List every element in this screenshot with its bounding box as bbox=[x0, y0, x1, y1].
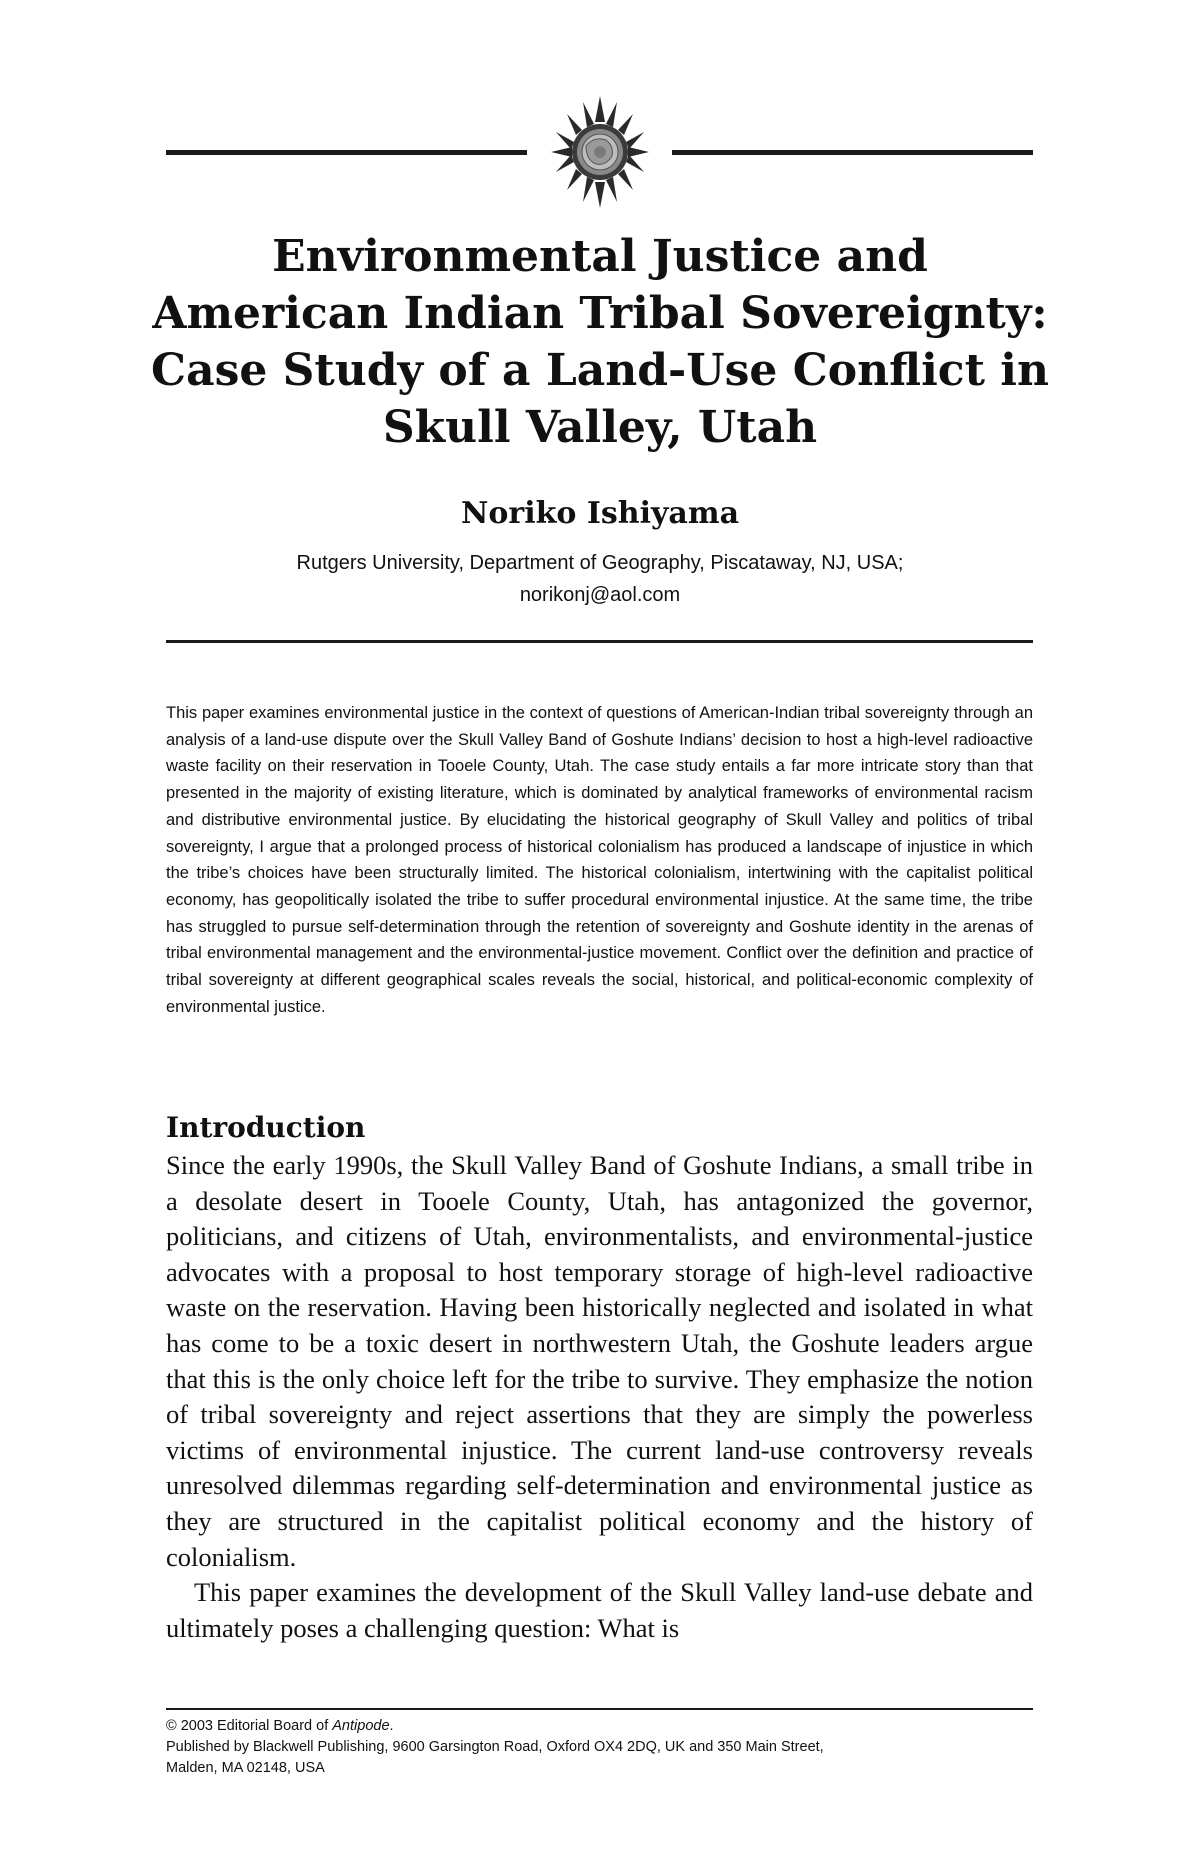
publisher-line-1: Published by Blackwell Publishing, 9600 Garsington Road, Oxford OX4 2DQ, UK and 350 Main Street, bbox=[166, 1739, 824, 1755]
journal-name: Antipode bbox=[332, 1718, 390, 1734]
title-divider bbox=[166, 640, 1033, 643]
abstract: This paper examines environmental justice in the context of questions of American-Indian tribal sovereignty through an analysis of a land-use dispute over the Skull Valley Band of Goshute Indians’ decision to host a high-level radioactive waste facility on their reservation in Tooele County, Utah. The case study entails a far more intricate story than that presented in the majority of existing literature, which is dominated by analytical frameworks of environmental racism and distributive environmental justice. By elucidating the historical geography of Skull Valley and politics of tribal sovereignty, I argue that a prolonged process of historical colonialism has produced a landscape of injustice in which the tribe’s choices have been structurally limited. The historical colonialism, intertwining with the capitalist political economy, has geopolitically isolated the tribe to suffer procedural environmental injustice. At the same time, the tribe has struggled to pursue self-determination through the retention of sovereignty and Goshute identity in the arenas of tribal environmental management and the environmental-justice movement. Conflict over the definition and practice of tribal sovereignty at different geographical scales reveals the social, historical, and political-economic complexity of environmental justice. bbox=[166, 704, 1033, 1016]
body-paragraph: Since the early 1990s, the Skull Valley Band of Goshute Indians, a small tribe in a desolate desert in Tooele County, Utah, has antagonized the governor, politicians, and citizens of Utah, environmentalists, and environmental-justice advocates with a proposal to host temporary storage of high-level radioactive waste on the reservation. Having been historically neglected and isolated in what has come to be a toxic desert in northwestern Utah, the Goshute leaders argue that this is the only choice left for the tribe to survive. They emphasize the notion of tribal sovereignty and reject assertions that they are simply the powerless victims of environmental injustice. The current land-use controversy reveals unresolved dilemmas regarding self-determination and environmental justice as they are structured in the capitalist political economy and the history of colonialism. bbox=[166, 1150, 1033, 1572]
header-ornament bbox=[166, 96, 1033, 208]
author-email: norikonj@aol.com bbox=[519, 584, 681, 606]
header-rule-right bbox=[672, 150, 1033, 155]
section-heading-introduction: Introduction bbox=[166, 1111, 366, 1144]
author-affiliation: Rutgers University, Department of Geography, Piscataway, NJ, USA; bbox=[296, 552, 904, 574]
sunburst-ornament-icon bbox=[551, 96, 649, 208]
paper-title: Environmental Justice and American Indian Tribal Sovereignty: Case Study of a Land-Use Conflict in Skull Valley, Utah bbox=[151, 231, 1049, 453]
introduction-body bbox=[166, 1148, 1033, 1646]
header-rule-left bbox=[166, 150, 527, 155]
author-name: Noriko Ishiyama bbox=[460, 496, 740, 531]
publisher-line-2: Malden, MA 02148, USA bbox=[166, 1760, 325, 1776]
copyright-suffix: . bbox=[389, 1718, 394, 1734]
footer-divider bbox=[166, 1708, 1033, 1710]
footer bbox=[166, 1716, 1033, 1779]
copyright-prefix: © 2003 Editorial Board of bbox=[166, 1718, 333, 1734]
copyright-line bbox=[166, 1716, 1033, 1737]
body-paragraph: This paper examines the development of the Skull Valley land-use debate and ultimately poses a challenging question: What is bbox=[166, 1577, 1033, 1643]
